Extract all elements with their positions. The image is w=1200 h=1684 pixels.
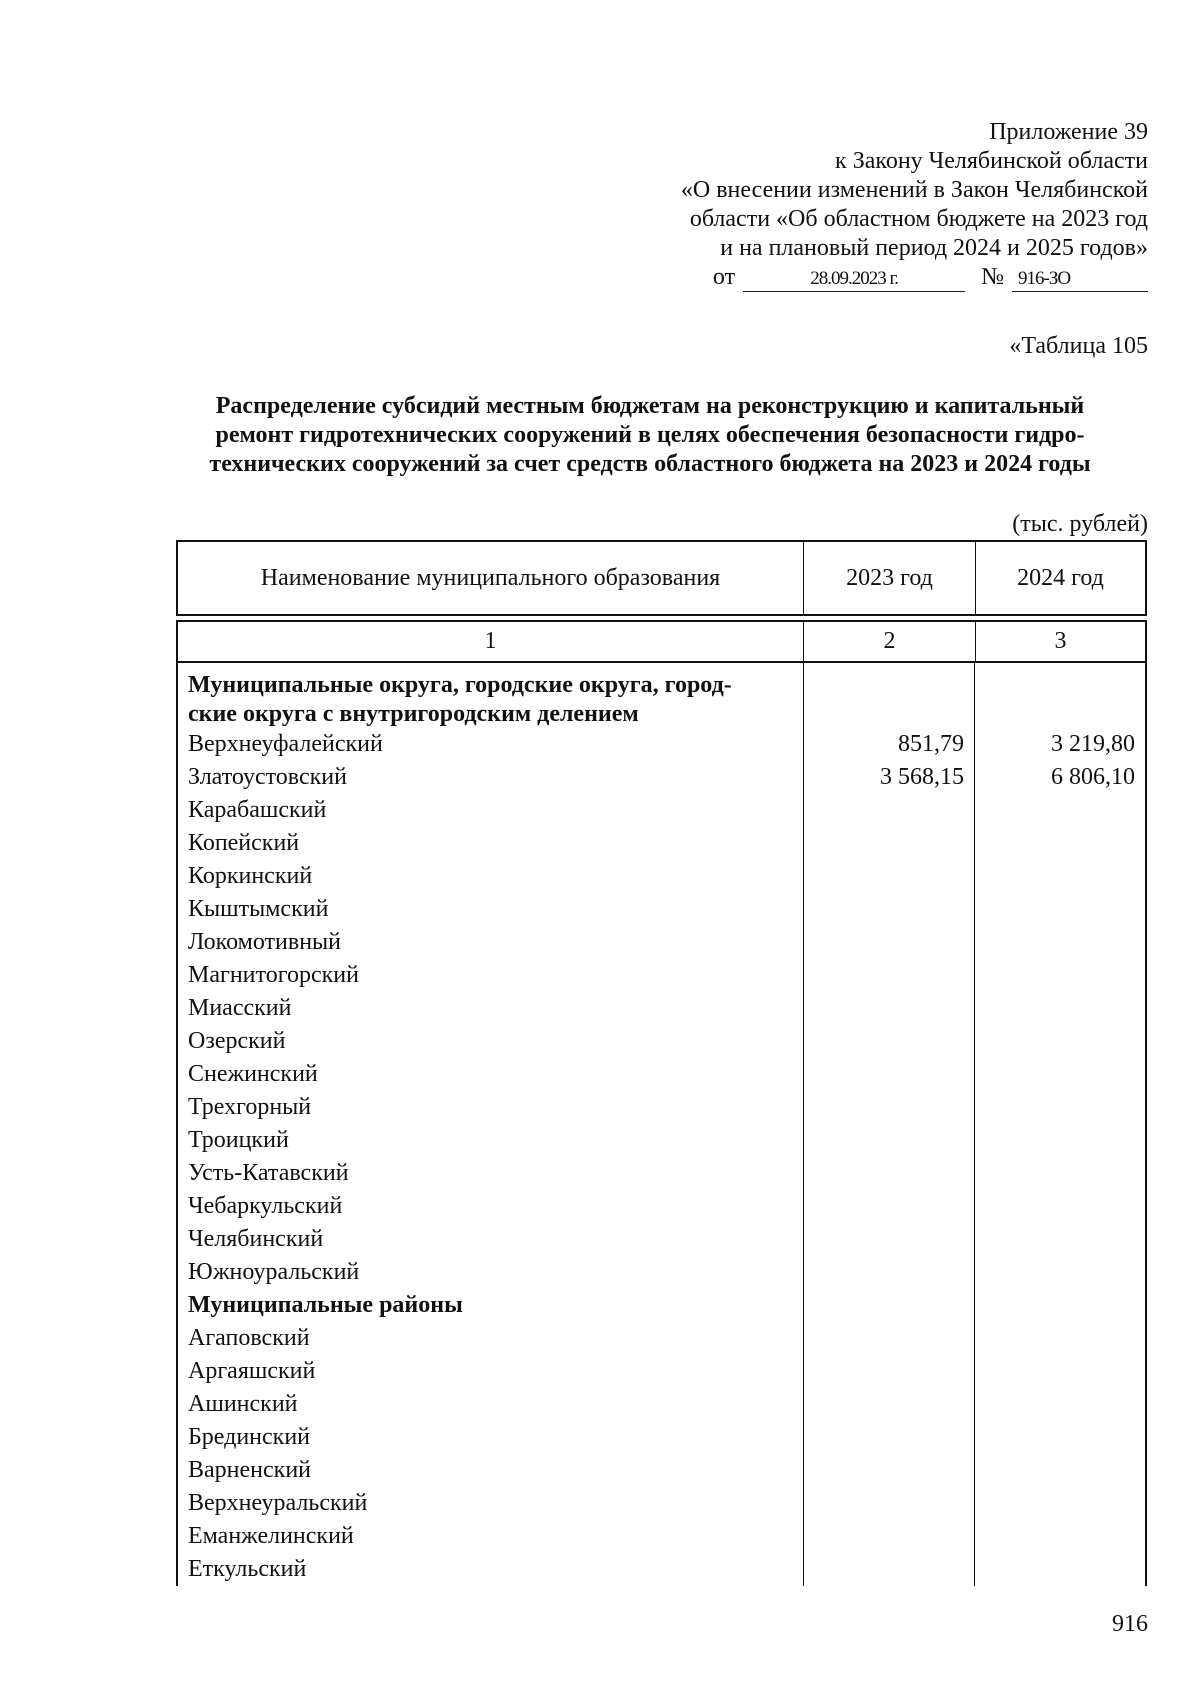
appendix-line: области «Об областном бюджете на 2023 год [689,206,1148,232]
appendix-header [588,118,1148,292]
header-name: Наименование муниципального образования [178,542,804,614]
table-row [178,926,1145,959]
table-reference: «Таблица 105 [1009,333,1148,359]
table-row [178,794,1145,827]
municipality-name: Агаповский [188,1325,310,1351]
municipality-name: Ашинский [188,1391,298,1417]
municipality-name: Троицкий [188,1127,289,1153]
table-row [178,1058,1145,1091]
section-heading-line: Муниципальные округа, городские округа, город- [188,672,732,698]
table-row [178,893,1145,926]
law-date-number [588,263,1148,292]
law-date: 28.09.2023 г. [743,267,965,292]
municipality-name: Усть-Катавский [188,1160,349,1186]
subsidy-table [176,540,1147,1586]
section-heading-text: Муниципальные районы [188,1292,463,1318]
municipality-name: Миасский [188,995,292,1021]
table-row [178,992,1145,1025]
municipality-name: Чебаркульский [188,1193,343,1219]
law-number: 916-ЗО [1012,267,1148,292]
column-number: 2 [804,622,976,661]
municipality-name: Кыштымский [188,896,329,922]
table-row [178,1487,1145,1520]
table-row [178,860,1145,893]
header-2024: 2024 год [1017,564,1104,591]
municipality-name: Челябинский [188,1226,324,1252]
table-row [178,1322,1145,1355]
appendix-line: Приложение 39 [989,119,1148,145]
municipality-name: Локомотивный [188,929,342,955]
municipality-name: Копейский [188,830,300,856]
document-title [150,392,1150,479]
value-2024: 3 219,80 [1051,731,1135,757]
table-row [178,1256,1145,1289]
municipality-name: Еткульский [188,1556,307,1582]
municipality-name: Златоустовский [188,764,347,790]
section-heading-line: ские округа с внутригородским делением [188,701,639,727]
number-sign: № [981,264,1004,290]
section-heading-okruga [178,669,1145,728]
table-row [178,1124,1145,1157]
table-row [178,1223,1145,1256]
table-row [178,1388,1145,1421]
municipality-name: Еманжелинский [188,1523,354,1549]
table-row [178,1553,1145,1586]
column-number-row [176,620,1147,663]
table-row [178,1091,1145,1124]
table-row [178,959,1145,992]
municipality-name: Варненский [188,1457,311,1483]
municipality-name: Верхнеуральский [188,1490,368,1516]
municipality-name: Озерский [188,1028,286,1054]
title-line: технических сооружений за счет средств областного бюджета на 2023 и 2024 годы [209,451,1091,477]
municipality-name: Аргаяшский [188,1358,316,1384]
municipality-name: Южноуральский [188,1259,360,1285]
header-2023: 2023 год [804,542,976,614]
table-row [178,761,1145,794]
table-row [178,1190,1145,1223]
table-row [178,1355,1145,1388]
table-row [178,1454,1145,1487]
municipality-name: Карабашский [188,797,327,823]
table-row [178,1157,1145,1190]
municipality-name: Верхнеуфалейский [188,731,383,757]
value-2023: 3 568,15 [880,764,964,790]
table-row [178,827,1145,860]
section-heading-rayony [178,1289,1145,1322]
appendix-line: к Закону Челябинской области [835,148,1148,174]
units-label: (тыс. рублей) [1012,511,1148,537]
table-row [178,1520,1145,1553]
table-row [178,1421,1145,1454]
municipality-name: Трехгорный [188,1094,312,1120]
municipality-name: Снежинский [188,1061,318,1087]
value-2023: 851,79 [898,731,964,757]
value-2024: 6 806,10 [1051,764,1135,790]
from-label: от [712,264,736,290]
appendix-line: «О внесении изменений в Закон Челябинской [680,177,1148,203]
municipality-name: Магнитогорский [188,962,359,988]
page-number: 916 [1112,1611,1148,1637]
title-line: ремонт гидротехнических сооружений в целях обеспечения безопасности гидро- [215,422,1085,448]
table-row [178,728,1145,761]
municipality-name: Коркинский [188,863,313,889]
appendix-line: и на плановый период 2024 и 2025 годов» [720,235,1148,261]
municipality-name: Брединский [188,1424,311,1450]
section1-rows [178,728,1145,1289]
table-body [176,663,1147,1586]
table-header-row [176,540,1147,616]
table-row [178,1025,1145,1058]
column-number: 1 [178,622,804,661]
column-number: 3 [1054,628,1067,654]
title-line: Распределение субсидий местным бюджетам на реконструкцию и капитальный [215,393,1085,419]
section-heading-text [178,669,803,729]
section2-rows [178,1322,1145,1586]
